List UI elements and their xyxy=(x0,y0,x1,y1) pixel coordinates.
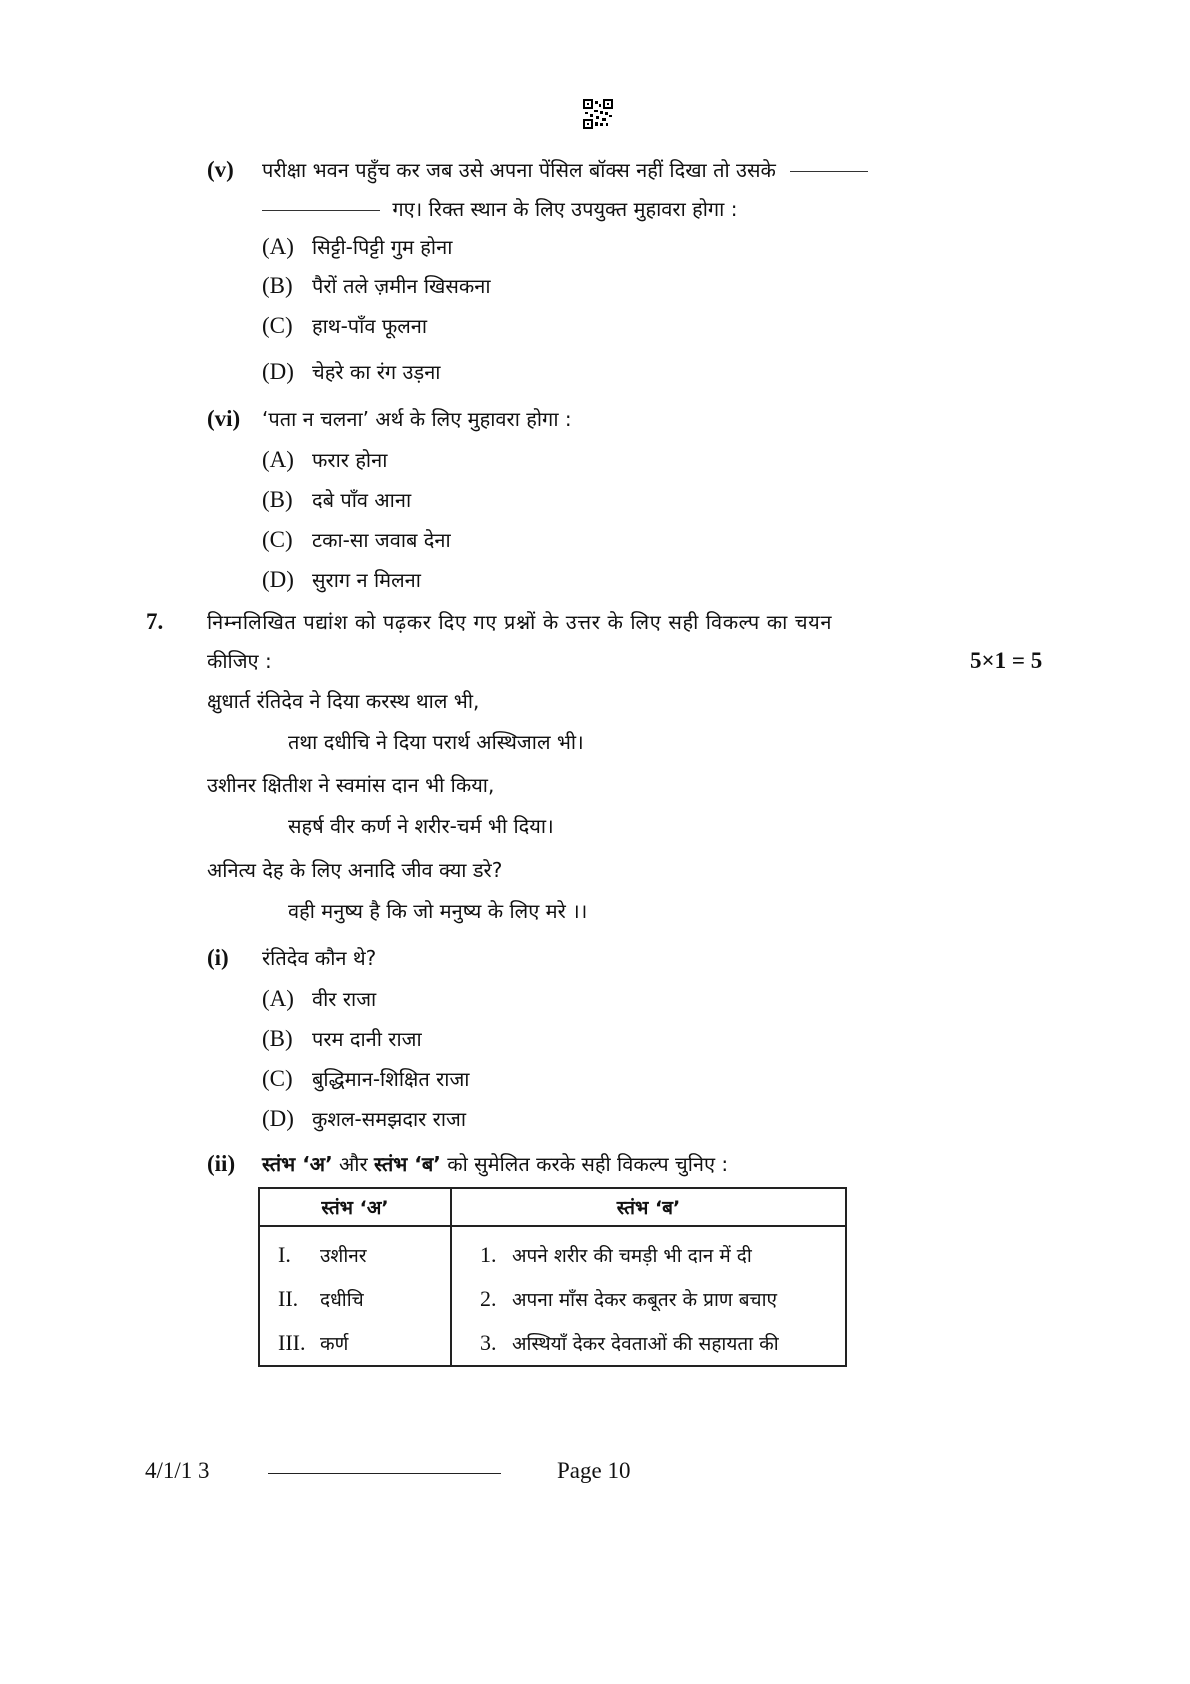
item-text: उशीनर xyxy=(320,1245,367,1267)
poem-line-2: तथा दधीचि ने दिया परार्थ अस्थिजाल भी। xyxy=(288,730,584,754)
option-vi-d[interactable] xyxy=(262,567,421,593)
option-text: सिट्टी-पिट्टी गुम होना xyxy=(312,235,453,259)
poem-line-5: अनित्य देह के लिए अनादि जीव क्या डरे? xyxy=(207,858,503,882)
option-label: (D) xyxy=(262,567,294,592)
option-i-a[interactable] xyxy=(262,986,376,1012)
item-text: दधीचि xyxy=(320,1289,364,1311)
option-vi-a[interactable] xyxy=(262,447,387,473)
marks-label: 5×1 = 5 xyxy=(970,648,1043,673)
option-label: (C) xyxy=(262,527,293,552)
item-text: अपने शरीर की चमड़ी भी दान में दी xyxy=(512,1245,752,1267)
column-a-header: स्तंभ ‘अ’ xyxy=(259,1188,451,1226)
option-label: (B) xyxy=(262,487,293,512)
question-7-instruction-line2: कीजिए : xyxy=(207,649,272,673)
option-text: बुद्धिमान-शिक्षित राजा xyxy=(312,1067,470,1091)
option-label: (D) xyxy=(262,1106,294,1131)
fill-blank-line xyxy=(790,171,868,172)
option-label: (C) xyxy=(262,313,293,338)
option-text: हाथ-पाँव फूलना xyxy=(312,314,428,338)
option-vi-b[interactable] xyxy=(262,487,411,513)
question-v-line2: गए। रिक्त स्थान के लिए उपयुक्त मुहावरा होगा : xyxy=(392,197,738,221)
conjunction: और xyxy=(332,1152,375,1176)
question-number-i: (i) xyxy=(207,945,229,970)
qr-code-icon xyxy=(583,99,613,134)
option-text: टका-सा जवाब देना xyxy=(312,528,451,552)
item-text: अस्थियाँ देकर देवताओं की सहायता की xyxy=(512,1333,779,1355)
item-text: अपना माँस देकर कबूतर के प्राण बचाए xyxy=(512,1289,778,1311)
question-v-line1: परीक्षा भवन पहुँच कर जब उसे अपना पेंसिल बॉक्स नहीं दिखा तो उसके xyxy=(262,158,776,182)
table-body-row xyxy=(259,1226,846,1366)
question-7-instruction-line1: निम्नलिखित पद्यांश को पढ़कर दिए गए प्रश्नों के उत्तर के लिए सही विकल्प का चयन xyxy=(207,610,833,634)
table-row xyxy=(260,1233,450,1277)
page-number: Page 10 xyxy=(557,1458,631,1483)
question-vi-text: ‘पता न चलना’ अर्थ के लिए मुहावरा होगा : xyxy=(262,407,572,431)
poem-line-4: सहर्ष वीर कर्ण ने शरीर-चर्म भी दिया। xyxy=(288,814,554,838)
question-number-vi: (vi) xyxy=(207,406,241,431)
option-i-d[interactable] xyxy=(262,1106,466,1132)
item-number: I. xyxy=(278,1242,291,1267)
column-b-header: स्तंभ ‘ब’ xyxy=(451,1188,846,1226)
question-ii-text xyxy=(262,1151,728,1177)
option-text: सुराग न मिलना xyxy=(312,568,421,592)
question-v-text-line1 xyxy=(262,157,868,183)
option-v-c[interactable] xyxy=(262,313,427,339)
table-row xyxy=(260,1277,450,1321)
option-text: परम दानी राजा xyxy=(312,1027,422,1051)
column-b-cell xyxy=(451,1226,846,1366)
option-vi-c[interactable] xyxy=(262,527,451,553)
question-i-text: रंतिदेव कौन थे? xyxy=(262,946,377,970)
option-i-b[interactable] xyxy=(262,1026,422,1052)
table-row xyxy=(452,1277,845,1321)
option-label: (D) xyxy=(262,359,294,384)
column-a-ref: स्तंभ ‘अ’ xyxy=(262,1152,333,1176)
option-text: पैरों तले ज़मीन खिसकना xyxy=(312,274,491,298)
poem-line-6: वही मनुष्य है कि जो मनुष्य के लिए मरे ।। xyxy=(288,899,588,923)
column-b-ref: स्तंभ ‘ब’ xyxy=(374,1152,441,1176)
option-text: दबे पाँव आना xyxy=(312,488,412,512)
option-v-b[interactable] xyxy=(262,273,491,299)
item-text: कर्ण xyxy=(320,1333,349,1355)
table-row xyxy=(260,1321,450,1365)
option-label: (A) xyxy=(262,234,294,259)
column-a-cell xyxy=(259,1226,451,1366)
option-label: (B) xyxy=(262,273,293,298)
question-ii-tail: को सुमेलित करके सही विकल्प चुनिए : xyxy=(440,1152,729,1176)
footer-divider xyxy=(268,1473,501,1474)
poem-line-3: उशीनर क्षितीश ने स्वमांस दान भी किया, xyxy=(207,773,495,797)
option-text: चेहरे का रंग उड़ना xyxy=(312,360,441,384)
question-number-v: (v) xyxy=(207,157,234,182)
item-number: III. xyxy=(278,1330,306,1355)
question-v-text-line2 xyxy=(262,196,737,222)
option-v-d[interactable] xyxy=(262,359,441,385)
option-label: (A) xyxy=(262,986,294,1011)
option-label: (C) xyxy=(262,1066,293,1091)
fill-blank-line xyxy=(262,210,380,211)
question-number-7: 7. xyxy=(146,609,164,634)
option-text: फरार होना xyxy=(312,448,388,472)
table-header-row xyxy=(259,1188,846,1226)
matching-table xyxy=(258,1187,847,1367)
option-text: कुशल-समझदार राजा xyxy=(312,1107,467,1131)
option-label: (A) xyxy=(262,447,294,472)
table-row xyxy=(452,1233,845,1277)
option-v-a[interactable] xyxy=(262,234,452,260)
option-label: (B) xyxy=(262,1026,293,1051)
item-number: 1. xyxy=(480,1242,497,1267)
item-number: II. xyxy=(278,1286,299,1311)
poem-line-1: क्षुधार्त रंतिदेव ने दिया करस्थ थाल भी, xyxy=(207,689,480,713)
item-number: 3. xyxy=(480,1330,497,1355)
item-number: 2. xyxy=(480,1286,497,1311)
table-row xyxy=(452,1321,845,1365)
option-text: वीर राजा xyxy=(312,987,377,1011)
option-i-c[interactable] xyxy=(262,1066,469,1092)
question-number-ii: (ii) xyxy=(207,1151,236,1176)
paper-code: 4/1/1 3 xyxy=(145,1458,210,1483)
